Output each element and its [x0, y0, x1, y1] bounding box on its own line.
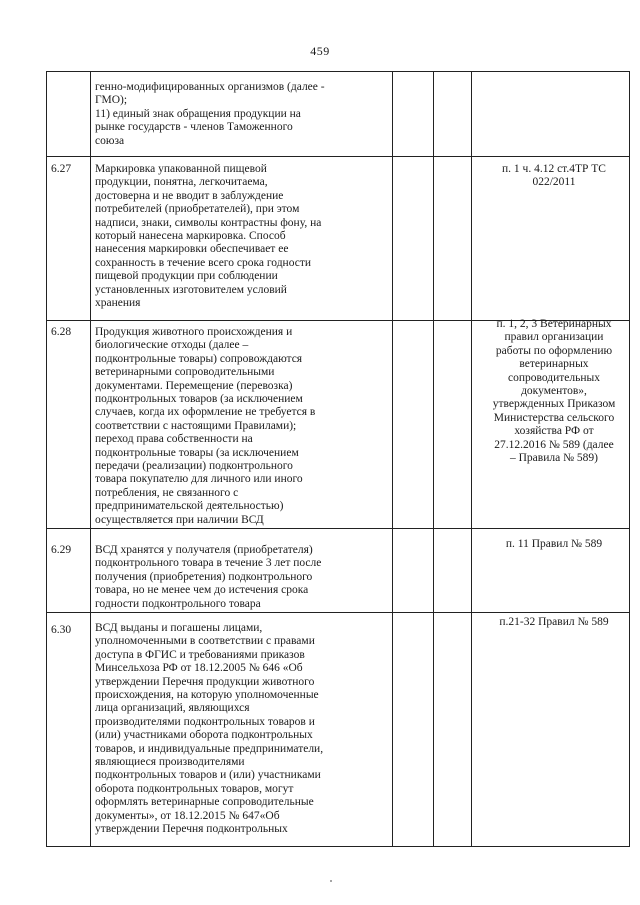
column-divider	[90, 72, 91, 846]
column-divider	[471, 72, 472, 846]
column-divider	[433, 72, 434, 846]
table-row-text: Маркировка упакованной пищевой продукции, понятна, легкочитаема, достоверна и не вводит в заблуждение потребителей (приобретателей), при этом надписи, знаки, символы контрастны фону, на который нанесена маркировка. Способ нанесения маркировки обеспечивает ее сохранность в течение всего срока годности пищевой продукции при соблюдении установленных изготовителем условий хранения	[95, 163, 322, 310]
table-row-reference: п. 11 Правил № 589	[505, 538, 603, 550]
row-divider	[47, 612, 629, 613]
row-divider	[47, 528, 629, 529]
table-row-text: ВСД выданы и погашены лицами, уполномоченными в соответствии с правами доступа в ФГИС и требованиями приказов Минсельхоза РФ от 18.12.2005 № 646 «Об утверждении Перечня продукции животного происхождения, на которую уполномоченные лица организаций, являющихся производителями подконтрольных товаров и (или) участниками оборота подконтрольных товаров, и индивидуальные предприниматели, являющиеся производителями подконтрольных товаров и (или) участниками оборота подконтрольных товаров, могут оформлять ветеринарные сопроводительные документы», от 18.12.2015 № 647«Об утверждении Перечня подконтрольных	[95, 622, 324, 836]
page-number: 459	[310, 44, 330, 58]
column-divider	[392, 72, 393, 846]
table-row-number: 6.28	[51, 326, 72, 338]
table-row-number: 6.27	[51, 163, 72, 175]
table-row-number: 6.30	[51, 624, 72, 636]
table-row-reference: п. 1, 2, 3 Ветеринарных правил организации работы по оформлению ветеринарных сопроводительных документов», утвержденных Приказом Министерства сельского хозяйства РФ от 27.12.2016 № 589 (далее – Правила № 589)	[492, 318, 616, 465]
table-row-number: 6.29	[51, 544, 72, 556]
table-row-text: генно-модифицированных организмов (далее - ГМО); 11) единый знак обращения продукции на рынке государств - членов Таможенного союза	[95, 81, 325, 147]
table-row-text: ВСД хранятся у получателя (приобретателя) подконтрольного товара в течение 3 лет после получения (приобретения) подконтрольного товара, но не менее чем до истечения срока годности подконтрольного товара	[95, 544, 322, 610]
requirements-table	[46, 71, 630, 847]
scan-mark	[330, 880, 332, 882]
table-row-text: Продукция животного происхождения и биологические отходы (далее – подконтрольные товары) сопровождаются ветеринарными сопроводительными документами. Перемещение (перевозка) подконтрольных товаров (за исключением случаев, когда их оформление не требуется в соответствии с настоящими Правилами); переход права собственности на подконтрольные товары (за исключением передачи (реализации) подконтрольного товара покупателю для личного или иного потребления, не связанного с предпринимательской деятельностью) осуществляется при наличии ВСД	[95, 326, 316, 526]
row-divider	[47, 156, 629, 157]
table-row-reference: п. 1 ч. 4.12 ст.4ТР ТС 022/2011	[502, 163, 606, 189]
table-row-reference: п.21-32 Правил № 589	[499, 616, 609, 628]
